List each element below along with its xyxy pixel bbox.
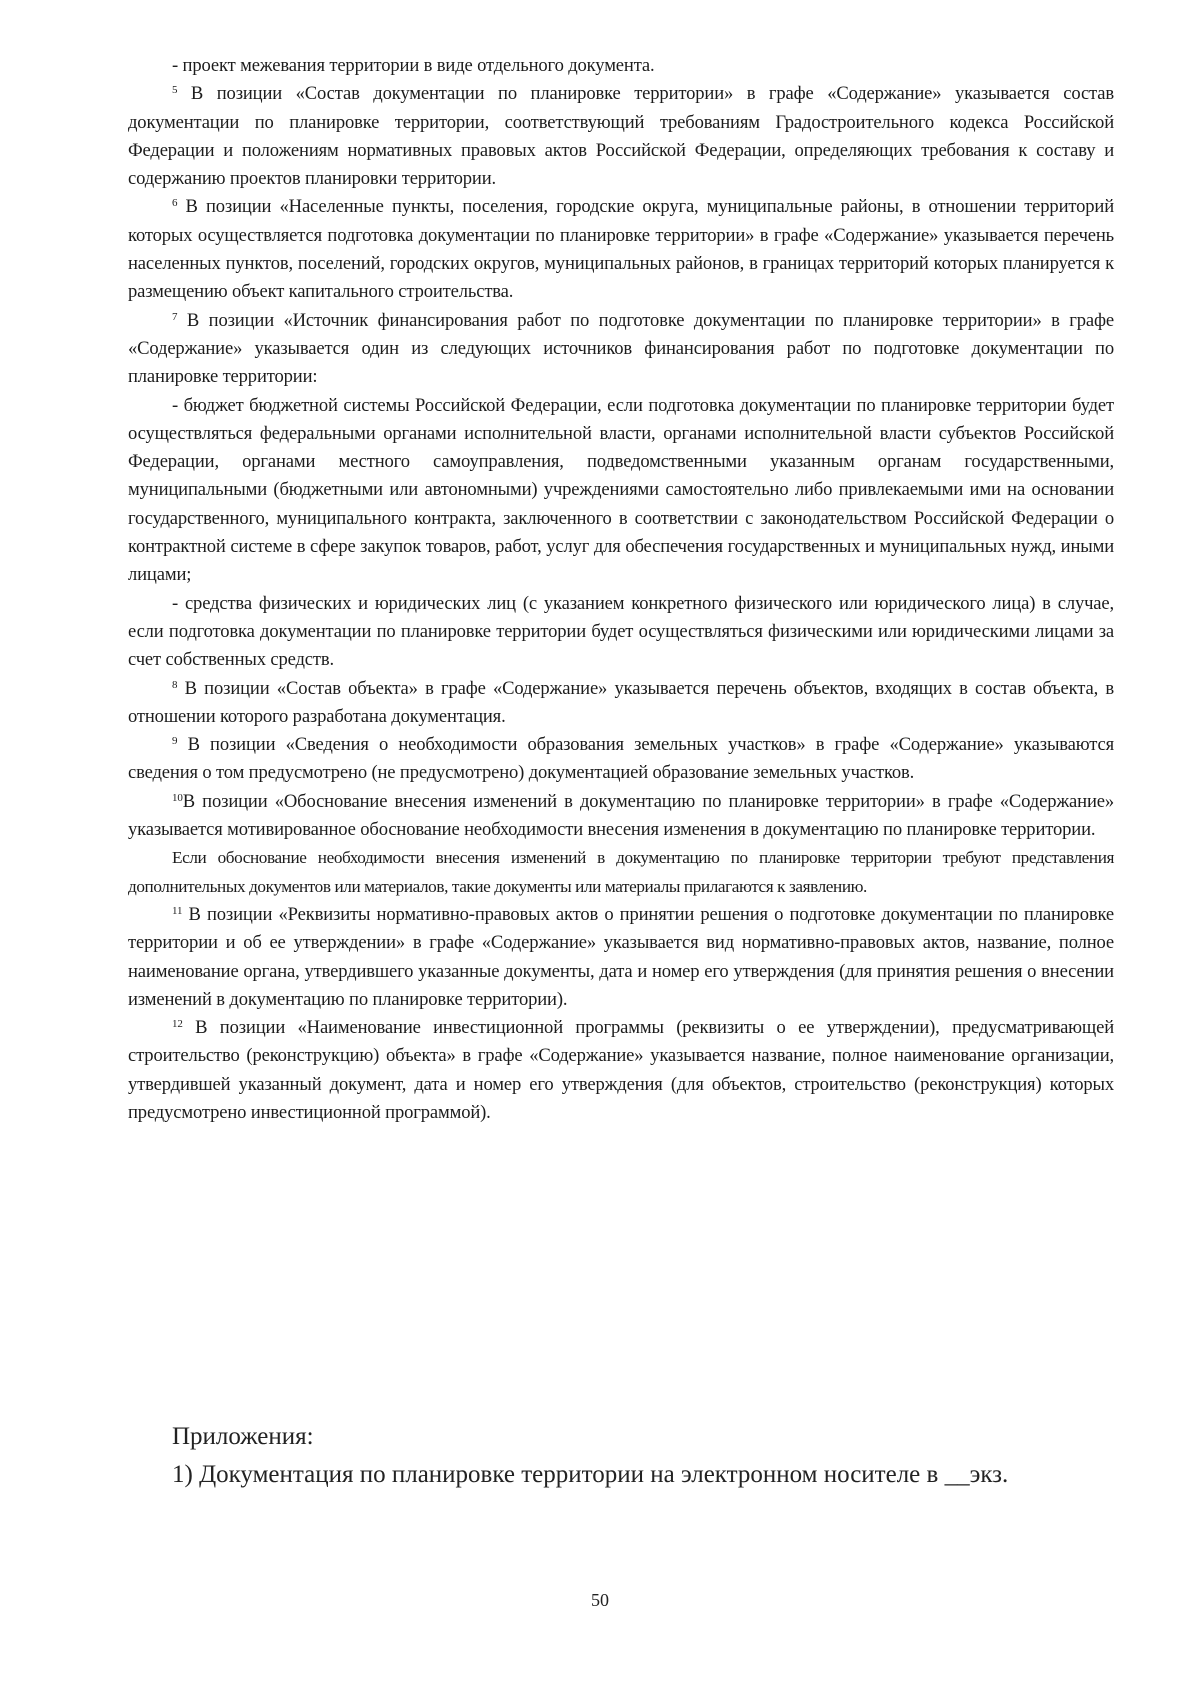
footnote-text: - бюджет бюджетной системы Российской Федерации, если подготовка документации по планировке территории будет осуществляться федеральными органами исполнительной власти, органами исполнительной власти субъектов Российской Федерации, органами местного самоуправления, подведомственными указанным органам государственными, муниципальными (бюджетными или автономными) учреждениями самостоятельно либо привлекаемыми ими на основании государственного, муниципального контракта, заключенного в соответствии с законодательством Российской Федерации о контрактной системе в сфере закупок товаров, работ, услуг для обеспечения государственных и муниципальных нужд, иными лицами; xyxy=(128,394,1114,586)
footnote-text: В позиции «Обоснование внесения изменений в документацию по планировке территории» в графе «Содержание» указывается мотивированное обоснование необходимости внесения изменения в документацию по планировке территории. xyxy=(128,790,1114,841)
document-body xyxy=(128,52,1114,1127)
footnote-number: 9 xyxy=(172,735,178,748)
footnote-paragraph xyxy=(128,307,1114,392)
footnote-paragraph xyxy=(128,193,1114,306)
lead-line: - проект межевания территории в виде отдельного документа. xyxy=(172,55,655,76)
footnote-list xyxy=(128,80,1114,1127)
appendix-title: Приложения: xyxy=(172,1423,314,1450)
footnote-paragraph xyxy=(128,901,1114,1014)
page-number: 50 xyxy=(591,1590,609,1610)
footnote-text: В позиции «Состав объекта» в графе «Содержание» указывается перечень объектов, входящих в состав объекта, в отношении которого разработана документация. xyxy=(128,677,1114,727)
footnote-paragraph xyxy=(128,590,1114,675)
footnote-number: 10 xyxy=(172,791,183,804)
appendix-section xyxy=(172,1418,1132,1494)
footnote-text: В позиции «Наименование инвестиционной программы (реквизиты о ее утверждении), предусматривающей строительство (реконструкцию) объекта» в графе «Содержание» указывается название, полное наименование организации, утвердившей указанный документ, дата и номер его утверждения (для объектов, строительство (реконструкция) которых предусмотрено инвестиционной программой). xyxy=(128,1017,1114,1123)
footnote-text: В позиции «Реквизиты нормативно-правовых актов о принятии решения о подготовке документации по планировке территории и об ее утверждении» в графе «Содержание» указывается вид нормативно-правовых актов, название, полное наименование органа, утвердившего указанные документы, дата и номер его утверждения (для принятия решения о внесении изменений в документацию по планировке территории). xyxy=(128,903,1114,1010)
footnote-number: 8 xyxy=(172,678,178,691)
appendix-item: 1) Документация по планировке территории на электронном носителе в __экз. xyxy=(172,1461,1009,1488)
footnote-number: 6 xyxy=(172,197,178,210)
footnote-paragraph xyxy=(128,80,1114,193)
footnote-paragraph xyxy=(128,844,1114,901)
footnote-text: - средства физических и юридических лиц (с указанием конкретного физического или юридического лица) в случае, если подготовка документации по планировке территории будет осуществляться физическими или юридическими лицами за счет собственных средств. xyxy=(128,592,1114,671)
footnote-text: Если обоснование необходимости внесения изменений в документацию по планировке территории требуют представления дополнительных документов или материалов, такие документы или материалы прилагаются к заявлению. xyxy=(128,848,1114,896)
footnote-number: 12 xyxy=(172,1018,183,1031)
footnote-text: В позиции «Населенные пункты, поселения, городские округа, муниципальные районы, в отношении территорий которых осуществляется подготовка документации по планировке территории» в графе «Содержание» указывается перечень населенных пунктов, поселений, городских округов, муниципальных районов, в границах территорий которых планируется к размещению объект капитального строительства. xyxy=(128,196,1114,303)
footnote-paragraph xyxy=(128,1014,1114,1127)
footnote-paragraph xyxy=(128,788,1114,845)
footnote-text: В позиции «Сведения о необходимости образования земельных участков» в графе «Содержание» указываются сведения о том предусмотрено (не предусмотрено) документацией образование земельных участков. xyxy=(128,734,1114,784)
footnote-number: 7 xyxy=(172,310,178,323)
footnote-paragraph xyxy=(128,392,1114,590)
footnote-number: 11 xyxy=(172,904,183,917)
footnote-paragraph xyxy=(128,731,1114,788)
footnote-number: 5 xyxy=(172,84,178,97)
footnote-paragraph xyxy=(128,675,1114,732)
footnote-text: В позиции «Источник финансирования работ по подготовке документации по планировке территории» в графе «Содержание» указывается один из следующих источников финансирования работ по подготовке документации по планировке территории: xyxy=(128,309,1114,388)
footnote-text: В позиции «Состав документации по планировке территории» в графе «Содержание» указывается состав документации по планировке территории, соответствующий требованиям Градостроительного кодекса Российской Федерации и положениям нормативных правовых актов Российской Федерации, определяющих требования к составу и содержанию проектов планировки территории. xyxy=(128,83,1114,190)
